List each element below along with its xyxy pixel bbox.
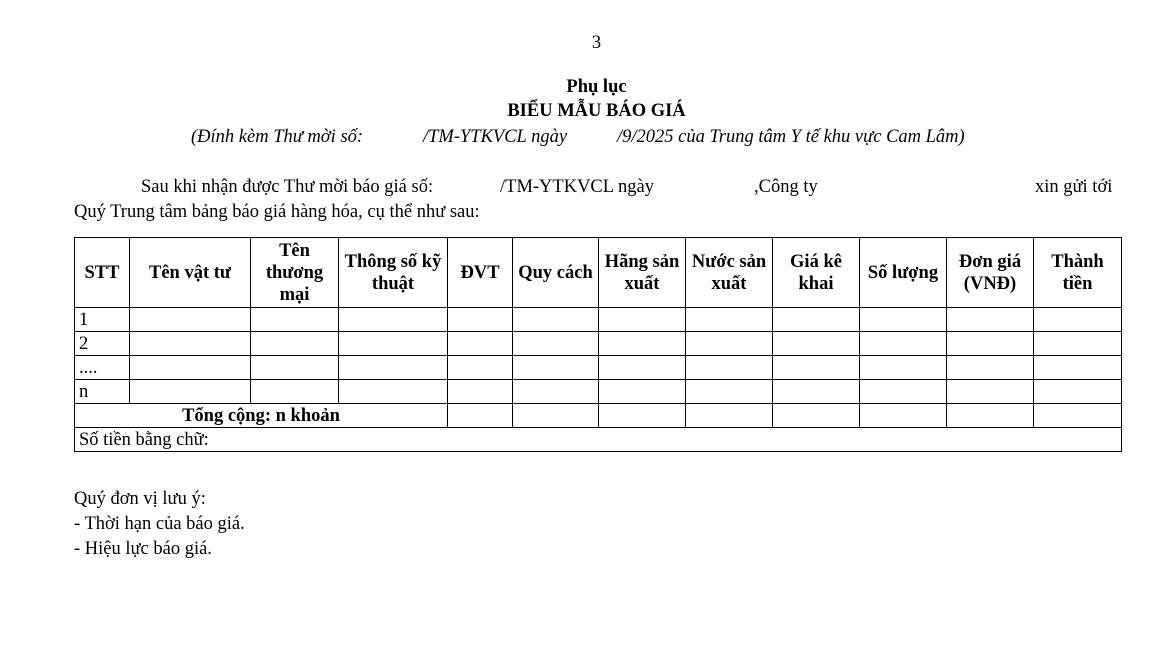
header-total: Thành tiền	[1034, 238, 1122, 308]
header-unit-price: Đơn giá (VNĐ)	[947, 238, 1034, 308]
header-trade-name: Tên thương mại	[251, 238, 339, 308]
row-stt: ....	[75, 356, 130, 380]
amount-in-words-row	[75, 428, 1122, 452]
header-packing: Quy cách	[513, 238, 599, 308]
row-stt: n	[75, 380, 130, 404]
quotation-table	[74, 237, 1122, 452]
total-label: Tổng cộng: n khoản	[75, 404, 448, 428]
table-row	[75, 332, 1122, 356]
intro-line2: Quý Trung tâm bảng báo giá hàng hóa, cụ thể như sau:	[74, 202, 480, 222]
page-number: 3	[591, 33, 602, 53]
table-row	[75, 380, 1122, 404]
header-manufacturer: Hãng sản xuất	[599, 238, 686, 308]
header-quantity: Số lượng	[860, 238, 947, 308]
table-row	[75, 356, 1122, 380]
note-item: - Thời hạn của báo giá.	[74, 514, 245, 534]
table-row	[75, 308, 1122, 332]
attachment-note-suffix: /9/2025 của Trung tâm Y tế khu vực Cam Lâm)	[617, 127, 965, 147]
intro-line1-code: /TM-YTKVCL ngày	[500, 177, 654, 197]
attachment-note-prefix: (Đính kèm Thư mời số:	[191, 127, 364, 147]
row-stt: 1	[75, 308, 130, 332]
note-item: - Hiệu lực báo giá.	[74, 539, 212, 559]
total-row	[75, 404, 1122, 428]
amount-in-words-label: Số tiền bằng chữ:	[75, 428, 1122, 452]
header-stt: STT	[75, 238, 130, 308]
notes-title: Quý đơn vị lưu ý:	[74, 489, 206, 509]
intro-line1-end: xin gửi tới	[1035, 177, 1113, 197]
header-unit: ĐVT	[448, 238, 513, 308]
intro-line1-company: ,Công ty	[754, 177, 818, 197]
appendix-label: Phụ lục	[566, 77, 627, 97]
header-item-name: Tên vật tư	[130, 238, 251, 308]
header-country: Nước sản xuất	[686, 238, 773, 308]
row-stt: 2	[75, 332, 130, 356]
table-header-row	[75, 238, 1122, 308]
intro-line1-start: Sau khi nhận được Thư mời báo giá số:	[141, 177, 434, 197]
header-declared-price: Giá kê khai	[773, 238, 860, 308]
attachment-note-middle: /TM-YTKVCL ngày	[423, 127, 568, 147]
form-title: BIỂU MẪU BÁO GIÁ	[507, 101, 686, 121]
header-specs: Thông số kỹ thuật	[339, 238, 448, 308]
